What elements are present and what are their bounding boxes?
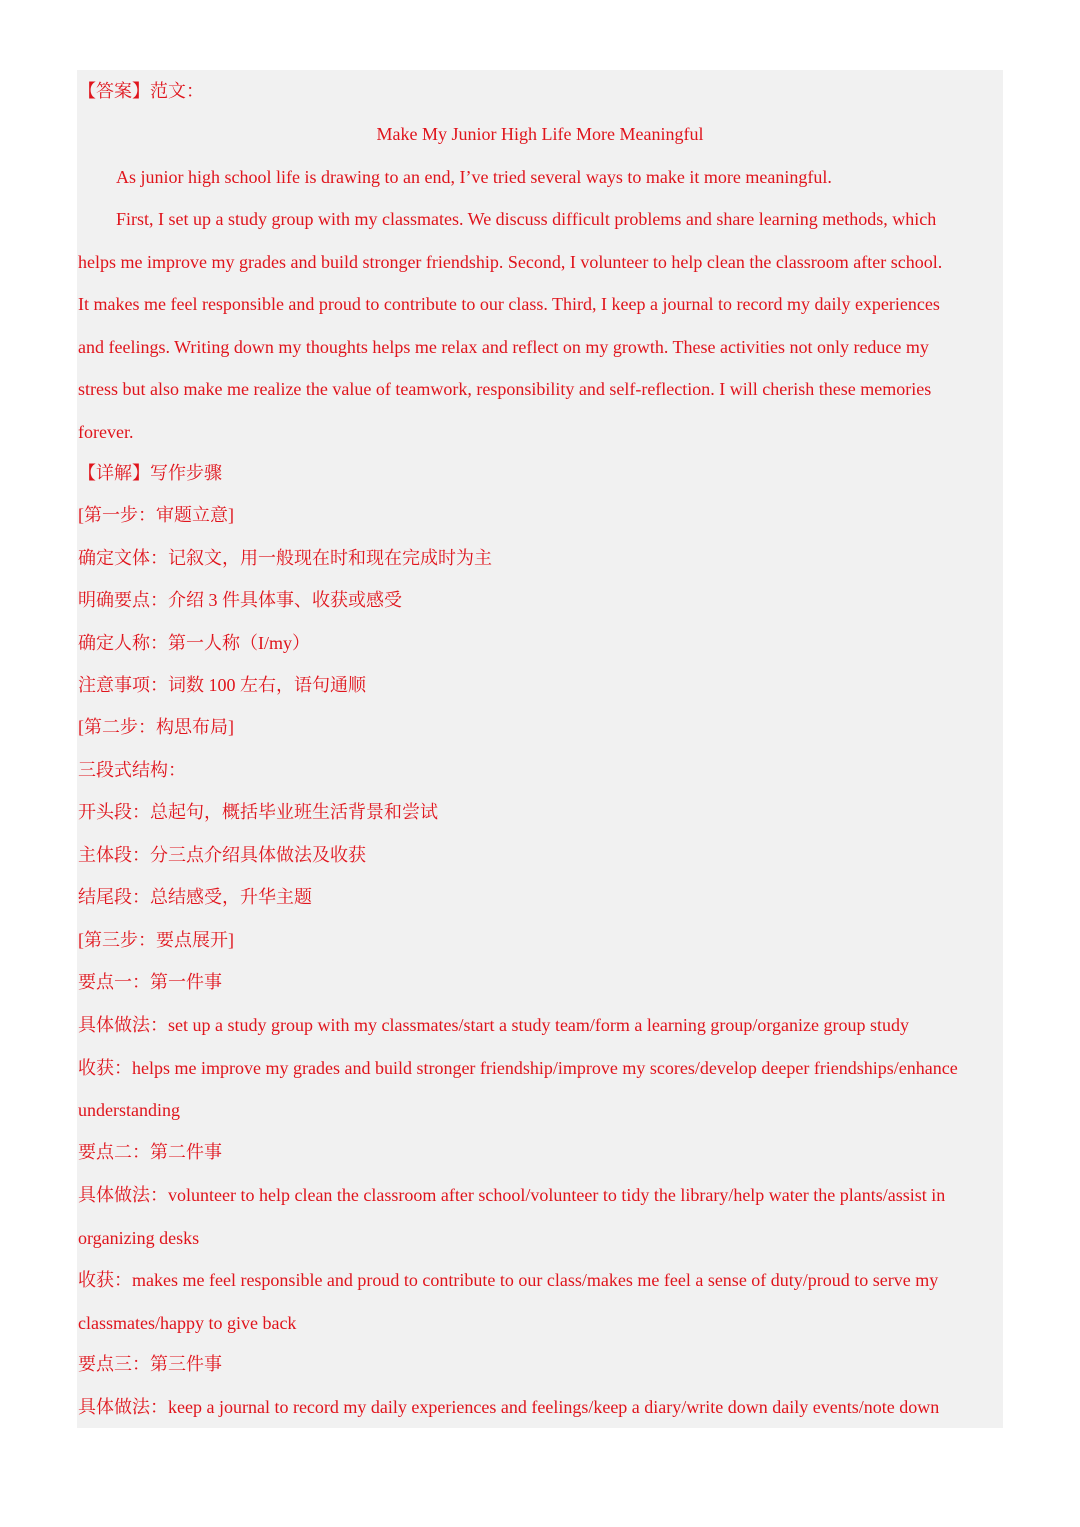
point-gain: understanding — [78, 1100, 180, 1120]
notes-line: 注意事项：词数 100 左右，语句通顺 — [78, 675, 366, 695]
essay-paragraph-2-line: helps me improve my grades and build stronger friendship. Second, I volunteer to help clean the classroom after school. — [78, 252, 943, 272]
body-line: 主体段：分三点介绍具体做法及收获 — [78, 845, 366, 865]
document-page — [77, 70, 1003, 1428]
step-heading: [第二步：构思布局] — [78, 717, 234, 737]
point-title: 要点三：第三件事 — [78, 1354, 222, 1374]
step-heading: [第一步：审题立意] — [78, 505, 234, 525]
essay-paragraph-1: As junior high school life is drawing to an end, I’ve tried several ways to make it more meaningful. — [116, 167, 832, 187]
essay-paragraph-2-line: stress but also make me realize the value of teamwork, responsibility and self-reflection. I will cherish these memories — [78, 379, 932, 399]
point-gain: classmates/happy to give back — [78, 1313, 297, 1333]
explain-header: 【详解】写作步骤 — [78, 463, 222, 483]
essay-paragraph-2-line: It makes me feel responsible and proud to contribute to our class. Third, I keep a journal to record my daily experiences — [78, 294, 940, 314]
point-method: organizing desks — [78, 1228, 200, 1248]
point-title: 要点二：第二件事 — [78, 1142, 222, 1162]
point-gain: 收获：helps me improve my grades and build stronger friendship/improve my scores/develop deeper friendships/enhance — [78, 1058, 958, 1078]
ending-line: 结尾段：总结感受，升华主题 — [78, 887, 312, 907]
point-title: 要点一：第一件事 — [78, 972, 222, 992]
essay-title: Make My Junior High Life More Meaningful — [376, 124, 704, 144]
point-method: 具体做法：keep a journal to record my daily experiences and feelings/keep a diary/write down daily events/note down — [78, 1397, 940, 1417]
essay-paragraph-2-line: First, I set up a study group with my classmates. We discuss difficult problems and share learning methods, which — [116, 209, 937, 229]
step-heading: [第三步：要点展开] — [78, 930, 234, 950]
point-method: 具体做法：volunteer to help clean the classroom after school/volunteer to tidy the library/help water the plants/assist in — [78, 1185, 946, 1205]
genre-line: 确定文体：记叙文，用一般现在时和现在完成时为主 — [78, 548, 492, 568]
points-line: 明确要点：介绍 3 件具体事、收获或感受 — [78, 590, 402, 610]
essay-paragraph-2-line: forever. — [78, 422, 134, 442]
point-method: 具体做法：set up a study group with my classmates/start a study team/form a learning group/organize group study — [78, 1015, 910, 1035]
point-gain: 收获：makes me feel responsible and proud to contribute to our class/makes me feel a sense of duty/proud to serve my — [78, 1270, 939, 1290]
answer-header: 【答案】范文： — [78, 81, 204, 101]
essay-paragraph-2-line: and feelings. Writing down my thoughts helps me relax and reflect on my growth. These activities not only reduce my — [78, 337, 929, 357]
person-line: 确定人称：第一人称（I/my） — [78, 633, 310, 653]
structure-line: 三段式结构： — [78, 760, 186, 780]
opening-line: 开头段：总起句，概括毕业班生活背景和尝试 — [78, 802, 438, 822]
